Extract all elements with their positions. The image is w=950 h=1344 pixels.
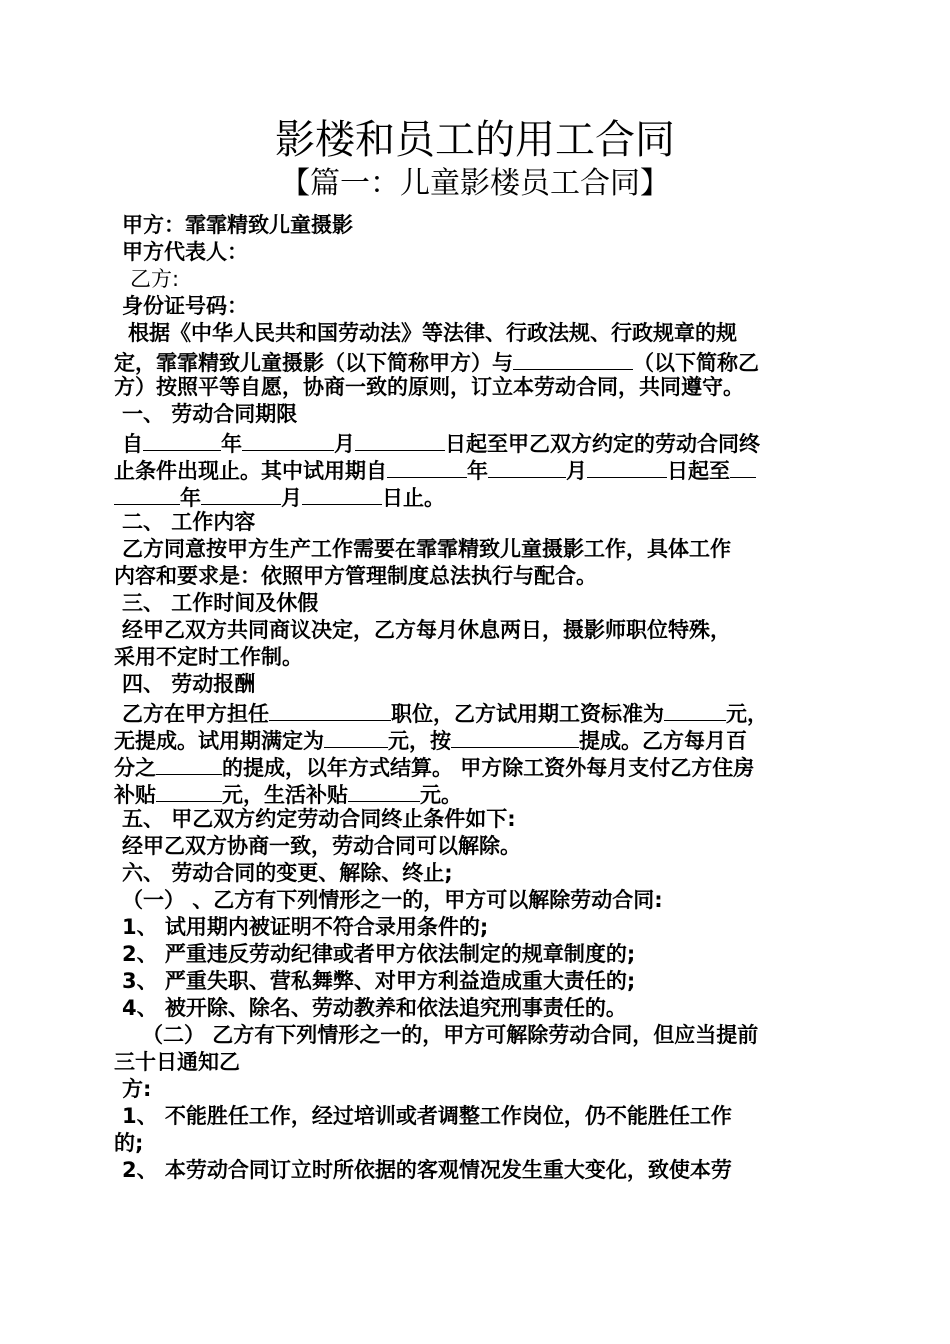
- section-2-line-2: 内容和要求是：依照甲方管理制度总法执行与配合。: [114, 564, 597, 588]
- list-item: 1、 试用期内被证明不符合录用条件的;: [122, 915, 489, 939]
- section-4-line-1: [114, 698, 836, 725]
- s1-text: 日起至甲乙双方约定的劳动合同终: [445, 432, 760, 456]
- list-item: 3、 严重失职、营私舞弊、对甲方利益造成重大责任的;: [122, 969, 636, 993]
- blank-housing-allowance: [156, 779, 222, 802]
- s1-text: 年: [180, 486, 201, 510]
- section-1-line-2: [114, 455, 836, 482]
- list-item: 1、 不能胜任工作，经过培训或者调整工作岗位，仍不能胜任工作: [122, 1104, 732, 1128]
- blank-regular-wage: [324, 725, 388, 748]
- list-item-continuation: 的;: [114, 1131, 144, 1155]
- document-subtitle: 【篇一：儿童影楼员工合同】: [280, 166, 670, 201]
- id-number-line: 身份证号码：: [122, 294, 248, 318]
- blank-start-year: [143, 428, 221, 451]
- section-4-line-4: [114, 779, 836, 806]
- s4-text: 无提成。试用期满定为: [114, 729, 324, 753]
- s4-text: 的提成，以年方式结算。 甲方除工资外每月支付乙方住房: [222, 756, 755, 780]
- s1-text: 止条件出现止。其中试用期自: [114, 459, 387, 483]
- document-title: 影楼和员工的用工合同: [275, 117, 675, 163]
- s1-text: 月: [566, 459, 587, 483]
- party-a-line: 甲方：霏霏精致儿童摄影: [122, 213, 353, 237]
- s1-text: 年: [467, 459, 488, 483]
- blank-trial-end-year: [114, 482, 180, 505]
- section-5-line-1: 经甲乙双方协商一致，劳动合同可以解除。: [122, 834, 521, 858]
- section-1-line-1: [114, 428, 836, 455]
- section-2-line-1: 乙方同意按甲方生产工作需要在霏霏精致儿童摄影工作，具体工作: [122, 537, 731, 561]
- s1-text: 年: [221, 432, 242, 456]
- section-3-line-2: 采用不定时工作制。: [114, 645, 303, 669]
- s4-text: 元，: [726, 702, 768, 726]
- preamble-line-3: 方）按照平等自愿，协商一致的原则，订立本劳动合同，共同遵守。: [114, 375, 744, 399]
- s4-text: 乙方在甲方担任: [122, 702, 269, 726]
- preamble-line-1: 根据《中华人民共和国劳动法》等法律、行政法规、行政规章的规: [128, 321, 737, 345]
- blank-trial-end-year-part: [730, 455, 756, 478]
- blank-start-month: [242, 428, 334, 451]
- blank-living-allowance: [348, 779, 420, 802]
- s1-text: 月: [281, 486, 302, 510]
- s1-text: 日止。: [382, 486, 445, 510]
- section-4-heading: 四、 劳动报酬: [122, 672, 256, 696]
- section-4-line-3: [114, 752, 836, 779]
- blank-commission-basis: [451, 725, 579, 748]
- s1-text: 日起至: [667, 459, 730, 483]
- s4-text: 分之: [114, 756, 156, 780]
- section-2-heading: 二、 工作内容: [122, 510, 256, 534]
- blank-start-day: [355, 428, 445, 451]
- blank-trial-wage: [664, 698, 726, 721]
- blank-party-b-name: [513, 347, 633, 370]
- list-item: 2、 严重违反劳动纪律或者甲方依法制定的规章制度的;: [122, 942, 636, 966]
- s4-text: 提成。乙方每月百: [579, 729, 747, 753]
- blank-trial-start-year: [387, 455, 467, 478]
- section-3-heading: 三、 工作时间及休假: [122, 591, 319, 615]
- party-a-rep-line: 甲方代表人：: [122, 240, 248, 264]
- s4-text: 补贴: [114, 783, 156, 807]
- blank-trial-end-month: [201, 482, 281, 505]
- list-item: 4、 被开除、除名、劳动教养和依法追究刑事责任的。: [122, 996, 627, 1020]
- document-body: [114, 212, 836, 1184]
- preamble-line-2: [114, 347, 836, 374]
- section-4-line-2: [114, 725, 836, 752]
- party-b-line: 乙方:: [130, 267, 180, 291]
- s4-text: 元，生活补贴: [222, 783, 348, 807]
- blank-trial-end-day: [302, 482, 382, 505]
- preamble-text: 定，霏霏精致儿童摄影（以下简称甲方）与: [114, 351, 513, 375]
- section-1-heading: 一、 劳动合同期限: [122, 402, 298, 426]
- blank-position: [269, 698, 391, 721]
- section-6-heading: 六、 劳动合同的变更、解除、终止;: [122, 861, 453, 885]
- blank-trial-start-month: [488, 455, 566, 478]
- section-6-sub-2-line-3: 方:: [122, 1077, 152, 1101]
- blank-commission-percent: [156, 752, 222, 775]
- list-item: 2、 本劳动合同订立时所依据的客观情况发生重大变化，致使本劳: [122, 1158, 732, 1182]
- blank-trial-start-day: [587, 455, 667, 478]
- section-6-sub-2-line-1: （二） 乙方有下列情形之一的，甲方可解除劳动合同，但应当提前: [142, 1023, 759, 1047]
- section-6-sub-2-line-2: 三十日通知乙: [114, 1050, 240, 1074]
- s4-text: 元。: [420, 783, 462, 807]
- preamble-text: （以下简称乙: [633, 351, 759, 375]
- s4-text: 职位，乙方试用期工资标准为: [391, 702, 664, 726]
- s1-text: 自: [122, 432, 143, 456]
- section-5-heading: 五、 甲乙双方约定劳动合同终止条件如下:: [122, 807, 516, 831]
- s1-text: 月: [334, 432, 355, 456]
- section-6-sub-1: （一） 、乙方有下列情形之一的，甲方可以解除劳动合同:: [122, 888, 663, 912]
- section-1-line-3: [114, 482, 836, 509]
- s4-text: 元，按: [388, 729, 451, 753]
- section-3-line-1: 经甲乙双方共同商议决定，乙方每月休息两日，摄影师职位特殊，: [122, 618, 731, 642]
